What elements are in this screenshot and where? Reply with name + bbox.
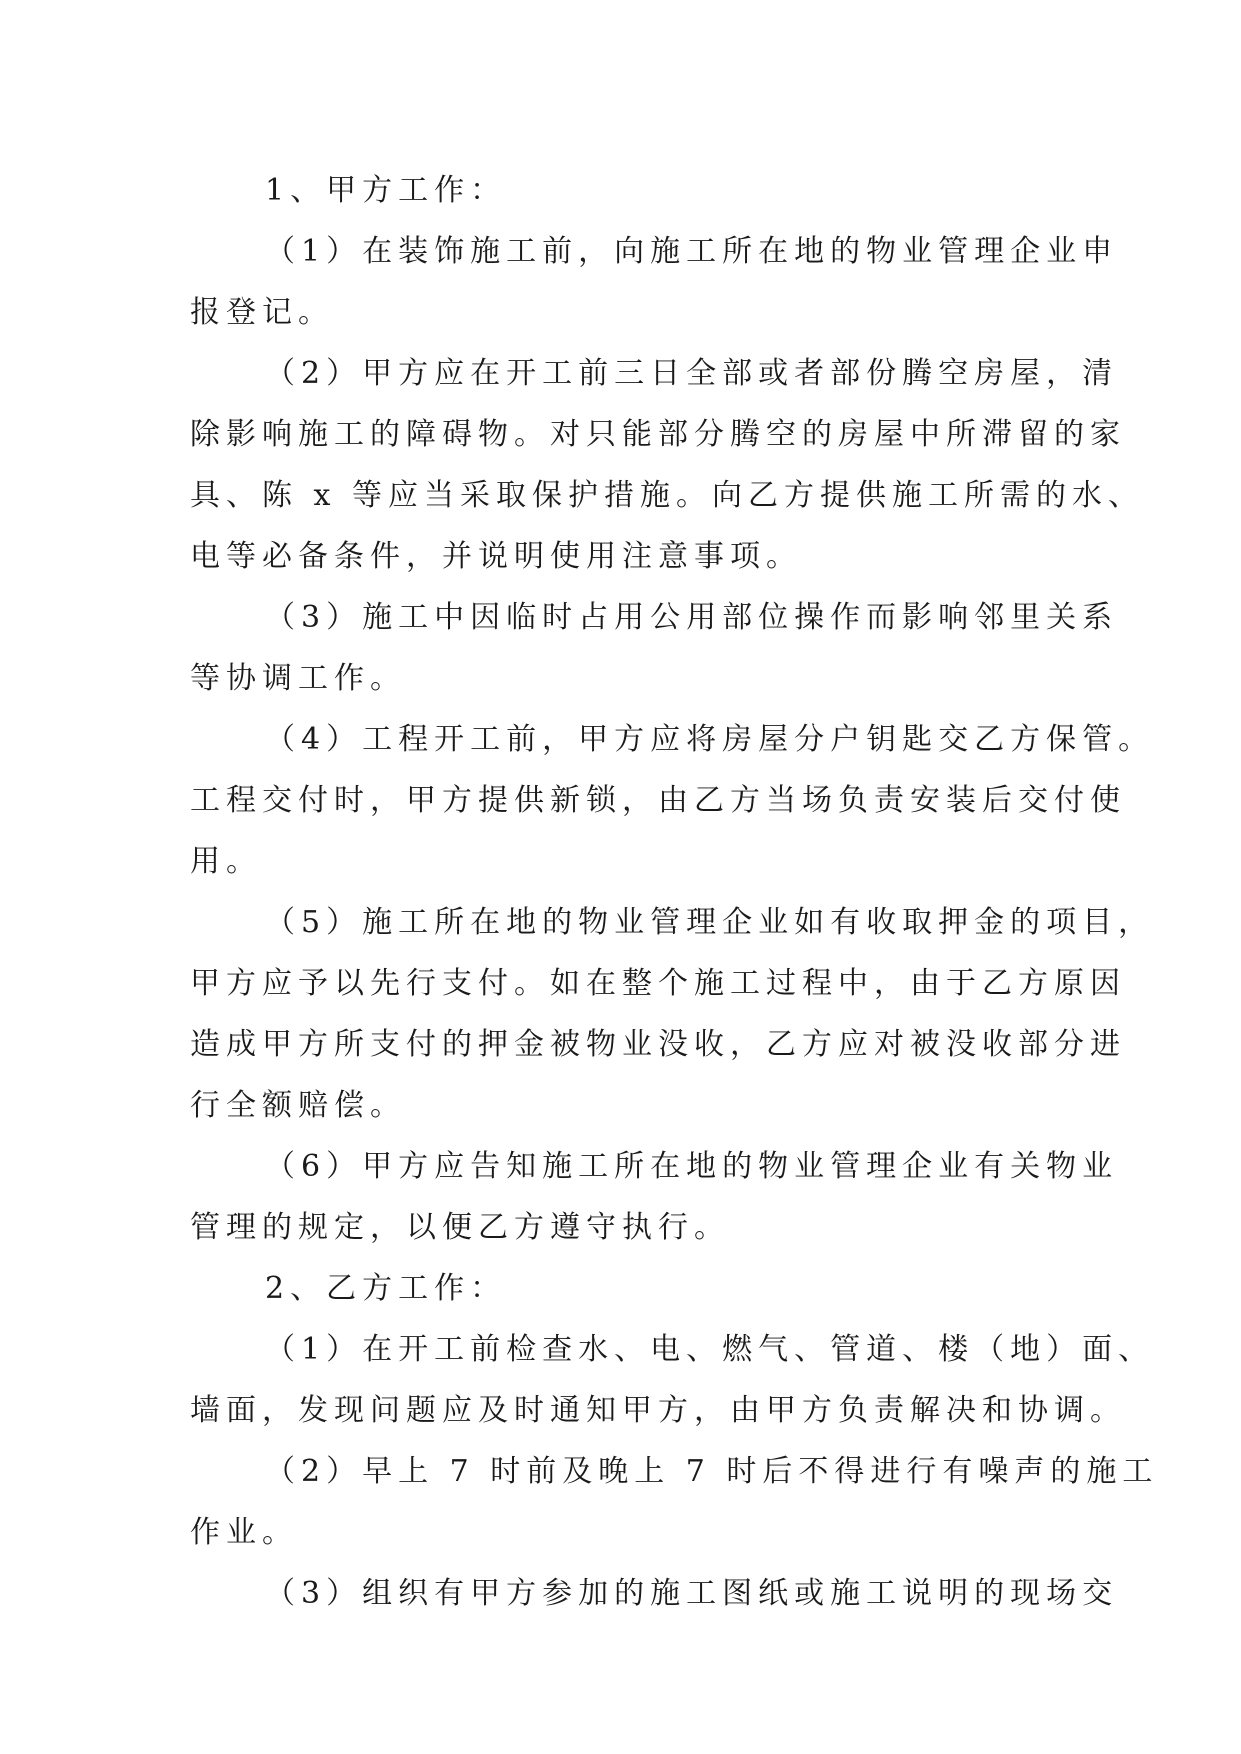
text-line: （2）甲方应在开工前三日全部或者部份腾空房屋，清 (265, 356, 1119, 391)
text-line: 2、乙方工作： (265, 1271, 507, 1306)
text-line: 具、陈 x 等应当采取保护措施。向乙方提供施工所需的水、 (190, 478, 1144, 513)
text-line: 行全额赔偿。 (190, 1088, 406, 1123)
text-line: 造成甲方所支付的押金被物业没收，乙方应对被没收部分进 (190, 1027, 1126, 1062)
text-line: 工程交付时，甲方提供新锁，由乙方当场负责安装后交付使 (190, 783, 1126, 818)
document-body (190, 160, 1159, 1624)
text-line: （1）在开工前检查水、电、燃气、管道、楼（地）面、 (265, 1332, 1155, 1367)
text-line: 等协调工作。 (190, 661, 406, 696)
text-line: （6）甲方应告知施工所在地的物业管理企业有关物业 (265, 1149, 1119, 1184)
text-line: （1）在装饰施工前，向施工所在地的物业管理企业申 (265, 234, 1119, 269)
text-line: 墙面，发现问题应及时通知甲方，由甲方负责解决和协调。 (190, 1393, 1126, 1428)
text-line: （3）施工中因临时占用公用部位操作而影响邻里关系 (265, 600, 1119, 635)
text-line: 报登记。 (190, 295, 334, 330)
text-line: 用。 (190, 844, 262, 879)
text-line: 作业。 (190, 1515, 298, 1550)
text-line: （3）组织有甲方参加的施工图纸或施工说明的现场交 (265, 1576, 1119, 1611)
text-line: （4）工程开工前，甲方应将房屋分户钥匙交乙方保管。 (265, 722, 1155, 757)
text-line: 管理的规定，以便乙方遵守执行。 (190, 1210, 730, 1245)
text-line: （5）施工所在地的物业管理企业如有收取押金的项目， (265, 905, 1155, 940)
text-line: 1、甲方工作： (265, 173, 507, 208)
text-line: 甲方应予以先行支付。如在整个施工过程中，由于乙方原因 (190, 966, 1126, 1001)
text-line: （2）早上 7 时前及晚上 7 时后不得进行有噪声的施工 (265, 1454, 1159, 1489)
text-line: 除影响施工的障碍物。对只能部分腾空的房屋中所滞留的家 (190, 417, 1126, 452)
text-line: 电等必备条件，并说明使用注意事项。 (190, 539, 802, 574)
